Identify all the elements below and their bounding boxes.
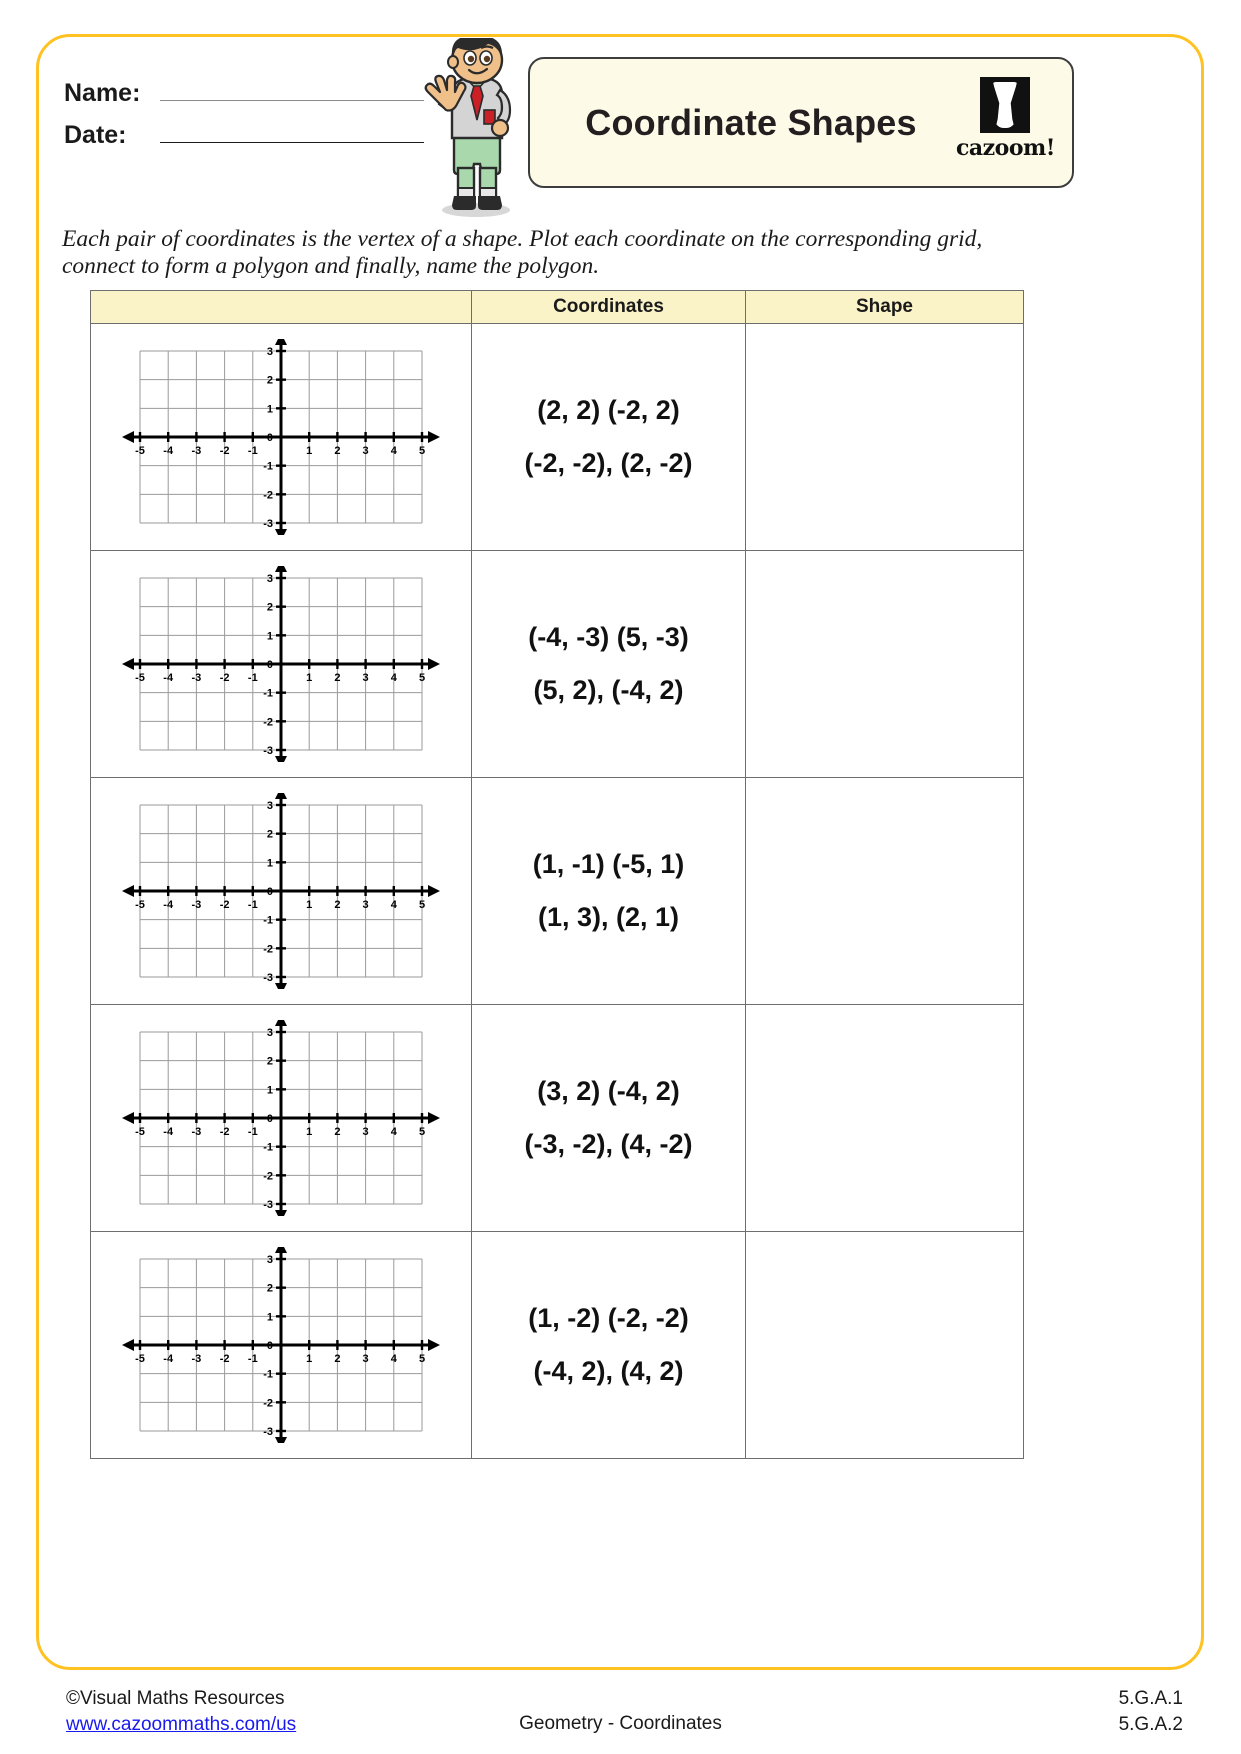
svg-text:-4: -4 [163, 1126, 174, 1138]
svg-text:3: 3 [362, 445, 369, 457]
svg-text:5: 5 [418, 445, 426, 457]
svg-text:4: 4 [390, 445, 397, 457]
name-row [64, 66, 424, 108]
axes [122, 566, 440, 762]
svg-text:-2: -2 [219, 445, 230, 457]
svg-text:-3: -3 [191, 899, 202, 911]
svg-text:-2: -2 [219, 672, 230, 684]
date-label: Date: [64, 121, 127, 149]
svg-text:3: 3 [266, 1027, 273, 1039]
svg-text:1: 1 [266, 1084, 273, 1097]
svg-text:4: 4 [390, 672, 397, 684]
svg-text:-3: -3 [263, 518, 273, 530]
svg-text:-1: -1 [247, 445, 258, 457]
grid-cell-3[interactable] [91, 778, 472, 1005]
svg-text:5: 5 [418, 1353, 426, 1365]
grid-cell-1[interactable] [91, 324, 472, 551]
svg-text:2: 2 [334, 899, 341, 911]
svg-text:2: 2 [334, 445, 341, 457]
grid-holder [91, 793, 471, 989]
svg-text:2: 2 [266, 1282, 273, 1295]
coordinate-grid [122, 793, 440, 989]
svg-text:-2: -2 [263, 1397, 273, 1410]
table-row [91, 551, 1024, 778]
svg-text:-3: -3 [191, 1353, 202, 1365]
grid-holder [91, 1020, 471, 1216]
svg-text:-3: -3 [263, 972, 273, 984]
svg-text:-3: -3 [263, 745, 273, 757]
schoolboy-waving-icon [414, 38, 532, 218]
svg-text:-4: -4 [163, 1353, 174, 1365]
svg-text:1: 1 [306, 1126, 313, 1138]
title-banner [528, 57, 1074, 188]
coordinate-line-1: (-4, -3) (5, -3) [528, 622, 689, 653]
coordinate-line-2: (5, 2), (-4, 2) [533, 675, 684, 705]
svg-text:4: 4 [390, 1126, 397, 1138]
date-input-line[interactable] [160, 142, 424, 143]
svg-text:-2: -2 [263, 716, 273, 729]
svg-text:-1: -1 [247, 1126, 258, 1138]
coordinate-grid [122, 339, 440, 535]
worksheet-footer [0, 1686, 1241, 1754]
svg-text:5: 5 [418, 672, 426, 684]
svg-text:-5: -5 [135, 1353, 145, 1365]
svg-text:3: 3 [362, 672, 369, 684]
cazoom-logo [956, 75, 1054, 173]
coordinate-line-1: (1, -2) (-2, -2) [528, 1303, 689, 1334]
standard-2: 5.G.A.2 [1118, 1714, 1183, 1735]
svg-text:-4: -4 [163, 899, 174, 911]
instruction-line-2: connect to form a polygon and finally, name the polygon. [62, 253, 600, 279]
svg-text:1: 1 [266, 403, 273, 416]
axes [122, 339, 440, 535]
svg-text:-4: -4 [163, 445, 174, 457]
coordinates-cell-1 [472, 324, 746, 551]
svg-text:3: 3 [266, 346, 273, 358]
svg-text:-2: -2 [263, 489, 273, 502]
svg-text:2: 2 [334, 1353, 341, 1365]
svg-text:5: 5 [418, 899, 426, 911]
name-label: Name: [64, 79, 141, 107]
svg-text:-2: -2 [219, 899, 230, 911]
coordinate-line-2: (-3, -2), (4, -2) [524, 1129, 693, 1159]
coordinate-line-1: (3, 2) (-4, 2) [537, 1076, 680, 1107]
svg-text:-3: -3 [191, 1126, 202, 1138]
svg-text:1: 1 [306, 899, 313, 911]
worksheet-header [0, 0, 1241, 215]
column-header-grid [91, 291, 472, 324]
svg-text:3: 3 [266, 800, 273, 812]
svg-text:-1: -1 [247, 1353, 258, 1365]
shape-answer-cell-1[interactable] [746, 324, 1024, 551]
svg-text:-1: -1 [247, 672, 258, 684]
table-body [91, 324, 1024, 1459]
svg-text:-5: -5 [135, 445, 145, 457]
instruction-line-1: Each pair of coordinates is the vertex of a shape. Plot each coordinate on the corresponding grid, [62, 226, 983, 252]
svg-text:0: 0 [266, 1340, 273, 1352]
grid-holder [91, 1247, 471, 1443]
table-row [91, 1005, 1024, 1232]
svg-text:-1: -1 [247, 899, 258, 911]
coordinate-grid [122, 566, 440, 762]
date-row [64, 108, 424, 150]
svg-text:1: 1 [266, 857, 273, 870]
footer-standards [1119, 1686, 1183, 1738]
svg-text:-3: -3 [191, 445, 202, 457]
svg-text:4: 4 [390, 899, 397, 911]
shape-answer-cell-2[interactable] [746, 551, 1024, 778]
svg-text:0: 0 [266, 659, 273, 671]
svg-text:2: 2 [266, 601, 273, 614]
table-row [91, 778, 1024, 1005]
grid-cell-2[interactable] [91, 551, 472, 778]
svg-text:-3: -3 [263, 1426, 273, 1438]
coordinate-grid [122, 1020, 440, 1216]
coordinate-line-1: (1, -1) (-5, 1) [532, 849, 685, 880]
coordinate-grid [122, 1247, 440, 1443]
svg-text:2: 2 [266, 374, 273, 387]
name-date-block [64, 66, 424, 150]
cazoom-vase-icon [980, 77, 1030, 133]
grid-cell-5[interactable] [91, 1232, 472, 1459]
svg-text:0: 0 [266, 432, 273, 444]
name-input-line[interactable] [160, 100, 424, 101]
svg-text:4: 4 [390, 1353, 397, 1365]
schoolboy-svg [414, 38, 532, 218]
shape-answer-cell-4[interactable] [746, 1005, 1024, 1232]
svg-text:-2: -2 [263, 1170, 273, 1183]
coordinate-line-2: (-2, -2), (2, -2) [524, 448, 693, 478]
svg-text:3: 3 [362, 1353, 369, 1365]
svg-text:-5: -5 [135, 899, 145, 911]
svg-text:-1: -1 [263, 1368, 273, 1381]
grid-cell-4[interactable] [91, 1005, 472, 1232]
svg-text:5: 5 [418, 1126, 426, 1138]
coordinates-cell-5 [472, 1232, 746, 1459]
svg-text:-3: -3 [191, 672, 202, 684]
column-header-shape: Shape [746, 291, 1024, 324]
column-header-coordinates: Coordinates [472, 291, 746, 324]
instruction-text [62, 226, 1062, 280]
axes [122, 1020, 440, 1216]
copyright-text: ©Visual Maths Resources [66, 1688, 285, 1709]
axes [122, 793, 440, 989]
coordinate-shapes-table [90, 290, 1024, 1459]
table-header [91, 291, 1024, 324]
svg-text:-2: -2 [263, 943, 273, 956]
svg-text:-1: -1 [263, 460, 273, 473]
svg-text:1: 1 [306, 1353, 313, 1365]
svg-text:-5: -5 [135, 672, 145, 684]
svg-text:2: 2 [334, 672, 341, 684]
coordinates-cell-4 [472, 1005, 746, 1232]
coordinate-line-2: (-4, 2), (4, 2) [533, 1356, 684, 1386]
svg-text:0: 0 [266, 886, 273, 898]
svg-text:-1: -1 [263, 1141, 273, 1154]
svg-text:-3: -3 [263, 1199, 273, 1211]
svg-text:1: 1 [266, 630, 273, 643]
coordinates-cell-3 [472, 778, 746, 1005]
svg-text:2: 2 [266, 1055, 273, 1068]
svg-text:-1: -1 [263, 687, 273, 700]
svg-text:1: 1 [306, 672, 313, 684]
shape-answer-cell-3[interactable] [746, 778, 1024, 1005]
svg-text:-2: -2 [219, 1126, 230, 1138]
axes [122, 1247, 440, 1443]
coordinate-line-1: (2, 2) (-2, 2) [537, 395, 680, 426]
svg-text:-1: -1 [263, 914, 273, 927]
svg-text:3: 3 [266, 573, 273, 585]
svg-text:-2: -2 [219, 1353, 230, 1365]
svg-text:3: 3 [362, 899, 369, 911]
svg-text:1: 1 [266, 1311, 273, 1324]
shape-answer-cell-5[interactable] [746, 1232, 1024, 1459]
svg-text:2: 2 [334, 1126, 341, 1138]
svg-text:2: 2 [266, 828, 273, 841]
coordinates-cell-2 [472, 551, 746, 778]
grid-holder [91, 339, 471, 535]
svg-text:3: 3 [362, 1126, 369, 1138]
svg-text:3: 3 [266, 1254, 273, 1266]
page-title: Coordinate Shapes [585, 101, 917, 143]
table-row [91, 1232, 1024, 1459]
coordinate-line-2: (1, 3), (2, 1) [537, 902, 680, 932]
svg-text:-4: -4 [163, 672, 174, 684]
svg-text:1: 1 [306, 445, 313, 457]
grid-holder [91, 566, 471, 762]
cazoom-wordmark: cazoom! [956, 135, 1055, 161]
website-link[interactable]: www.cazoommaths.com/us [66, 1714, 297, 1735]
standard-1: 5.G.A.1 [1118, 1688, 1183, 1709]
svg-text:0: 0 [266, 1113, 273, 1125]
svg-text:-5: -5 [135, 1126, 145, 1138]
table-row [91, 324, 1024, 551]
footer-topic: Geometry - Coordinates [519, 1713, 722, 1734]
table-header-row [91, 291, 1024, 324]
